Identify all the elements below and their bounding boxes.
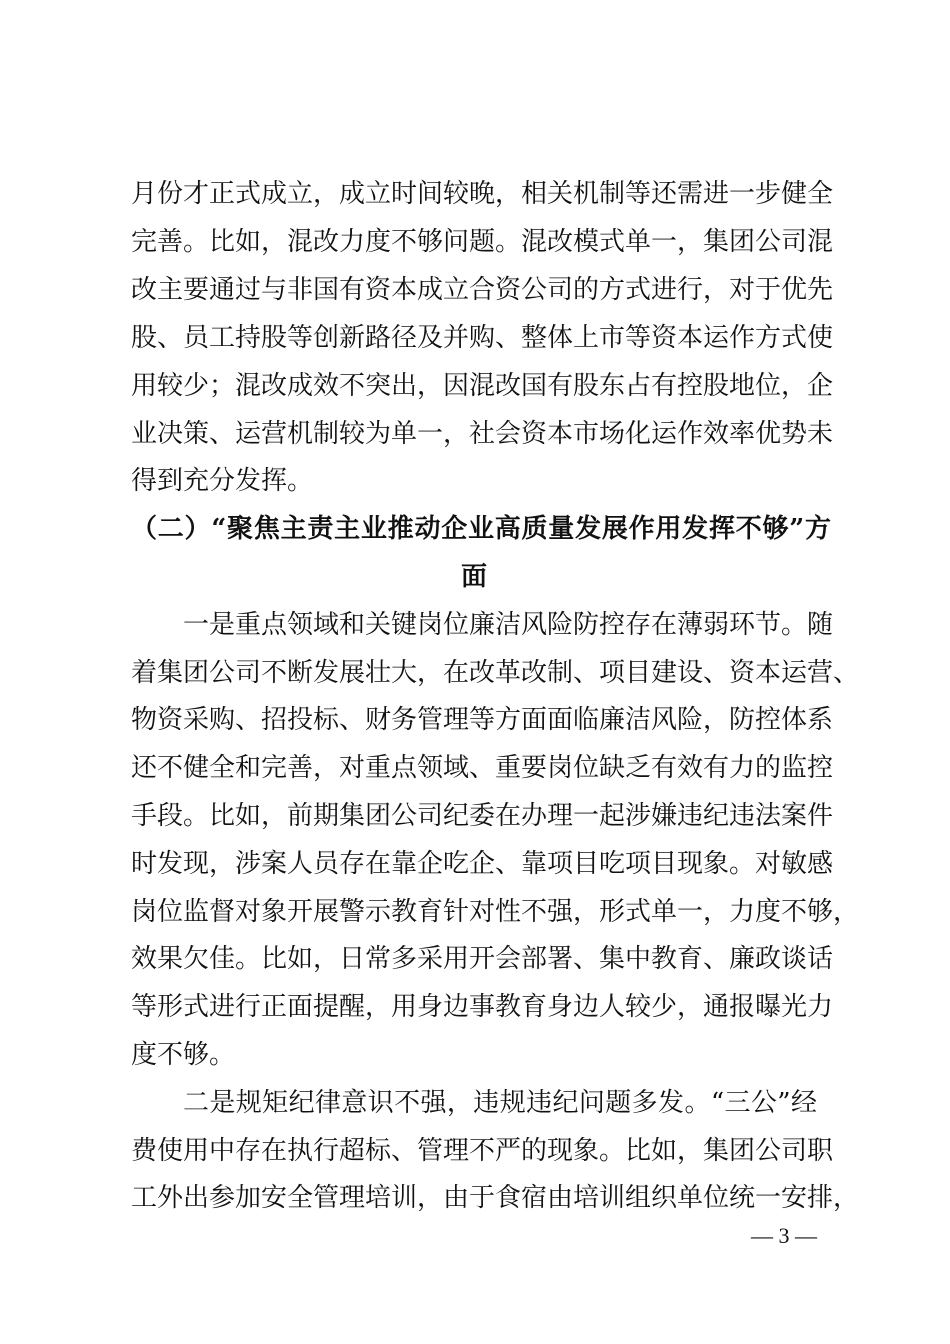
paragraph-1-line-3: 改主要通过与非国有资本成立合资公司的方式进行，对于优先: [131, 275, 834, 305]
paragraph-2-line-6: 时发现，涉案人员存在靠企吃企、靠项目吃项目现象。对敏感: [131, 849, 834, 879]
paragraph-2-line-1: 一是重点领域和关键岗位廉洁风险防控存在薄弱环节。随: [183, 610, 834, 640]
paragraph-2-line-4: 还不健全和完善，对重点领域、重要岗位缺乏有效有力的监控: [131, 753, 834, 783]
paragraph-3-line-2: 费使用中存在执行超标、管理不严的现象。比如，集团公司职: [131, 1136, 834, 1166]
paragraph-2-line-5: 手段。比如，前期集团公司纪委在办理一起涉嫌违纪违法案件: [131, 801, 834, 831]
paragraph-2-line-8: 效果欠佳。比如，日常多采用开会部署、集中教育、廉政谈话: [131, 944, 834, 974]
paragraph-2-line-3: 物资采购、招投标、财务管理等方面面临廉洁风险，防控体系: [131, 705, 834, 735]
paragraph-3-line-1: 二是规矩纪律意识不强，违规违纪问题多发。“三公”经: [183, 1088, 817, 1118]
paragraph-1-line-5: 用较少；混改成效不突出，因混改国有股东占有控股地位，企: [131, 371, 834, 401]
paragraph-2-line-2: 着集团公司不断发展壮大，在改革改制、项目建设、资本运营、: [131, 658, 860, 688]
section-heading-line-2: 面: [460, 562, 487, 592]
paragraph-2-line-9: 等形式进行正面提醒，用身边事教育身边人较少，通报曝光力: [131, 992, 834, 1022]
paragraph-3-line-3: 工外出参加安全管理培训，由于食宿由培训组织单位统一安排，: [131, 1183, 860, 1213]
paragraph-1-line-6: 业决策、运营机制较为单一，社会资本市场化运作效率优势未: [131, 419, 834, 449]
paragraph-1-line-7: 得到充分发挥。: [131, 466, 314, 496]
paragraph-1-line-1: 月份才正式成立，成立时间较晚，相关机制等还需进一步健全: [131, 179, 834, 209]
section-heading-line-1: （二）“聚焦主责主业推动企业高质量发展作用发挥不够”方: [131, 514, 831, 544]
paragraph-1-line-4: 股、员工持股等创新路径及并购、整体上市等资本运作方式使: [131, 323, 834, 353]
paragraph-1-line-2: 完善。比如，混改力度不够问题。混改模式单一，集团公司混: [131, 227, 834, 257]
paragraph-2-line-7: 岗位监督对象开展警示教育针对性不强，形式单一，力度不够，: [131, 897, 860, 927]
page-number: — 3 —: [751, 1223, 817, 1248]
paragraph-2-line-10: 度不够。: [131, 1040, 236, 1070]
